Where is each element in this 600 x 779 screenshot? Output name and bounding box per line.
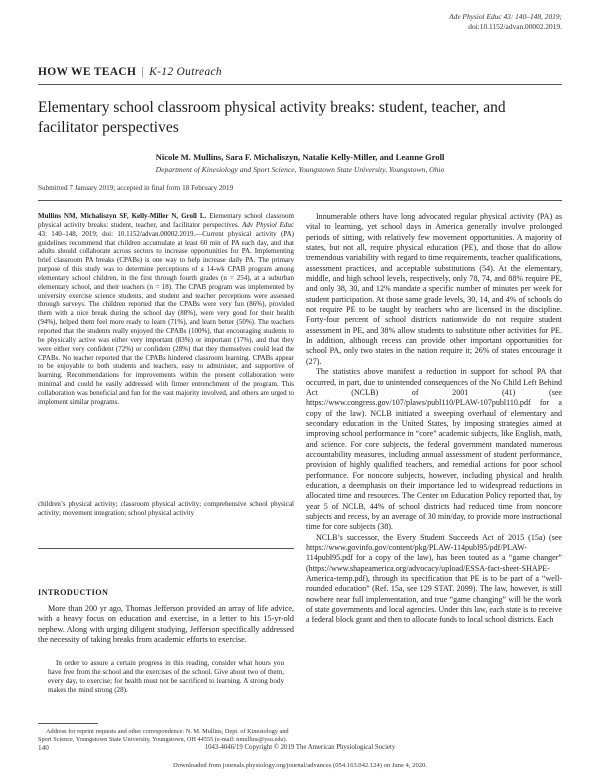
jefferson-quote: In order to assure a certain progress in this reading, consider what hours you have free from the school and the exercises of the school. Give about two of them, every day, to exercise; for health must not be sacrificed to learning. A strong body makes the mind strong (28).: [48, 659, 284, 695]
submission-dates: Submitted 7 January 2019; accepted in final form 18 February 2019: [38, 184, 234, 192]
abstract-body: 43: 140–148, 2019; doi: 10.1152/advan.00002.2019.—Current physical activity (PA) guidelines recommend that children accumulate at least 60 min of PA each day, and that adults should collaborate across sectors to increase opportunities for PA. Implementing brief classroom PA breaks (CPABs) is one way to help increase daily PA. The primary purpose of this study was to determine perceptions of a 14-wk CPAB program among elementary school children, in the first through fourth grades (n = 254), at a suburban elementary school, and their teachers (n = 18). The CPAB program was implemented by university exercise science students, and student and teacher perceptions were assessed through surveys. The children reported that the CPABs were very fun (86%), provided them with a nice break during the school day (88%), were very good for their health (94%), helped them feel more ready to learn (71%), and learn better (50%). The teachers reported that the students really enjoyed the CPABs (100%), that encouraging students to be physically active was either very important (83%) or important (17%), and that they were either very confident (72%) or confident (28%) that they themselves could lead the CPABs. No teacher reported that the CPABs hindered classroom learning. CPABs appear to be enjoyable to both students and teachers, easy to administer, and supportive of learning. Recommendations for improvements within the present collaboration were minimal and could be easily addressed with firmer entrenchment of the program. This collaboration was beneficial and fun for the vast majority involved, and others are urged to implement similar programs.: [38, 229, 294, 406]
journal-ref-line: Adv Physiol Educ 43: 140–148, 2019;: [449, 12, 562, 21]
header-rule: [38, 84, 562, 85]
author-list: Nicole M. Mullins, Sara F. Michaliszyn, Natalie Kelly-Miller, and Leanne Groll: [155, 152, 445, 162]
section-heading-introduction: INTRODUCTION: [38, 588, 109, 597]
section-sub: K-12 Outreach: [149, 66, 222, 78]
section-separator: |: [141, 66, 144, 78]
page-number: 140: [38, 744, 49, 752]
abstract-title-text: Elementary school classroom physical activity breaks: student, teacher, and facilitator perspectives.: [38, 212, 294, 229]
footnote-rule: [38, 723, 98, 724]
affiliation: Department of Kinesiology and Sport Science, Youngstown State University, Youngstown, Ohio: [155, 165, 445, 174]
intro-paragraph: More than 200 yr ago, Thomas Jefferson provided an array of life advice, with a heavy focus on education and exercise, in a letter to his 15-yr-old nephew. Along with urging diligent studying, Jefferson specifically addressed the necessity of taking breaks from academic efforts to exercise.: [38, 604, 294, 645]
body-paragraph-1: Innumerable others have long advocated regular physical activity (PA) as vital to learning, yet school days in America generally involve prolonged periods of sitting, with relatively few movement opportunities. A majority of states, but not all, require physical education (PE), and those that do allow tremendous variability with regard to time requirements, teacher qualifications, assessment practices, and acceptable substitutions (54). At the elementary, middle, and high school levels, respectively, only 78, 74, and 88% require PE, and only 38, 30, and 12% mandate a specific number of minutes per week for student participation. At those same grade levels, 30, 14, and 4% of schools do not require PE to be taught by teachers who are licensed in the discipline. Forty-four percent of school districts nationwide do not require student assessment in PE, and 38% allow students to substitute other activities for PE. In addition, although recess can provide other important opportunities for school PA, only two states in the nation require it; 26% of states encourage it (27).: [306, 212, 562, 366]
keywords: children’s physical activity; classroom physical activity; comprehensive school physical activity; movement integration; school physical activity: [38, 500, 294, 517]
download-notice: Downloaded from journals.physiology.org/journal/advances (054.163.042.124) on June 4, 2020.: [172, 762, 427, 769]
section-main: HOW WE TEACH: [38, 66, 137, 78]
journal-citation: [449, 12, 562, 31]
abstract-citation: Adv Physiol Educ: [242, 220, 294, 229]
abstract: [38, 212, 294, 407]
abstract-rule: [38, 548, 294, 549]
right-column: [306, 212, 562, 626]
abstract-lead: Mullins NM, Michaliszyn SF, Kelly-Miller N, Groll L.: [38, 212, 207, 220]
title-rule: [38, 200, 562, 201]
body-paragraph-2: The statistics above manifest a reduction in support for school PA that occurred, in part, due to unintended consequences of the No Child Left Behind Act (NCLB) of 2001 (41) (see https://www.congress.gov/107/plaws/publ110/PLAW-107publ110.pdf for a copy of the law). NCLB initiated a sweeping overhaul of elementary and secondary education in the United States, by imposing strategies aimed at improving school performance in “core” academic subjects, like English, math, and science. For core subjects, the federal government mandated numerous accountability measures, including annual assessment of student performance, provision of highly qualified teachers, and remedial actions for poor school performance. For noncore subjects, however, including physical and health education, a deemphasis on their importance led to widespread reductions in allocated time and resources. The Center on Education Policy reported that, by year 5 of NCLB, 44% of school districts had reduced time from noncore subjects and recess, by an average of 30 min/day, to provide more instructional time for core subjects (38).: [306, 367, 562, 532]
copyright-line: 1043-4046/19 Copyright © 2019 The American Physiological Society: [204, 744, 396, 751]
article-title: Elementary school classroom physical activity breaks: student, teacher, and facilitator perspectives: [38, 99, 506, 136]
body-paragraph-3: NCLB’s successor, the Every Student Succeeds Act of 2015 (15a) (see https://www.govinfo.gov/content/pkg/PLAW-114publ95/pdf/PLAW-114publ95.pdf for a copy of the law), has been touted as a “game changer” (https://www.shapeamerica.org/advocacy/upload/ESSA-fact-sheet-SHAPE-America-temp.pdf), through its specification that PE is to be part of a “well-rounded education” (Ref. 15a, see 129 STAT. 2099). The law, however, is still nowhere near full implementation, and true “game changing” will be the work of state governments and local agencies. Under this law, each state is to receive a federal block grant and then to allocate funds to local school districts. Each: [306, 532, 562, 625]
doi-text: doi:10.1152/advan.00002.2019.: [468, 21, 562, 31]
correspondence-footnote: Address for reprint requests and other correspondence: N. M. Mullins, Dept. of Kinesiology and Sport Science, Youngstown State University, Youngstown, OH 44555 (e-mail: nmullins@ysu.edu).: [38, 728, 289, 744]
section-label: [38, 66, 222, 78]
